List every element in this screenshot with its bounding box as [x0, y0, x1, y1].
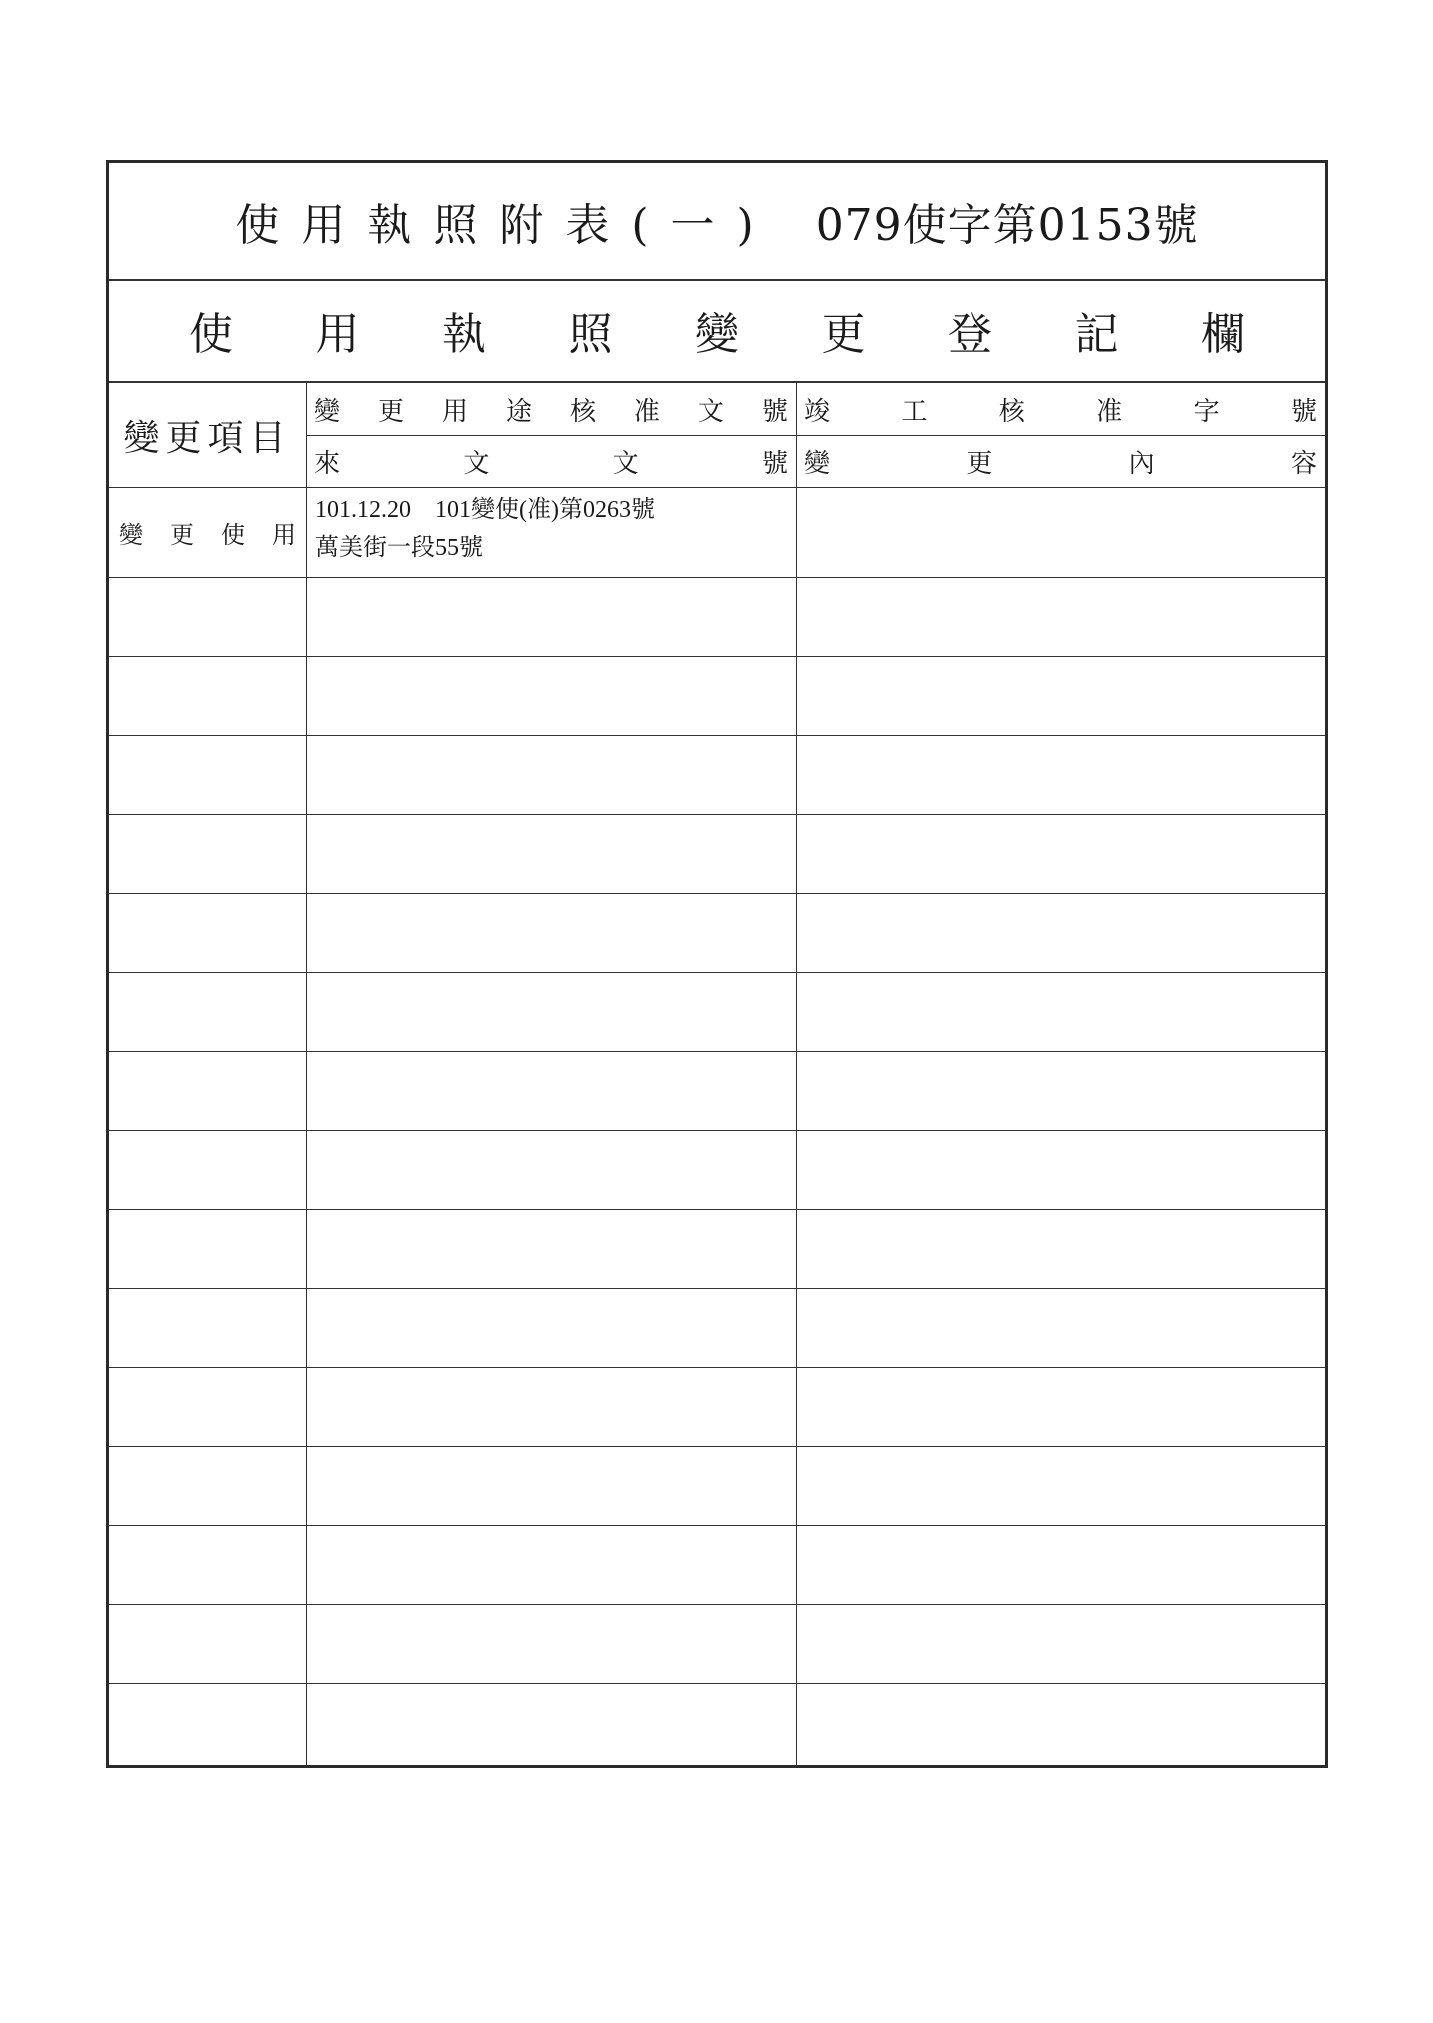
row-divider — [109, 1051, 1325, 1052]
change-content-header — [796, 435, 1325, 487]
row-divider — [109, 656, 1325, 657]
incoming-doc-header-char: 文 — [463, 448, 490, 479]
column-divider — [796, 383, 797, 1765]
row-divider — [109, 1683, 1325, 1684]
title-prefix: 使用執照附表(一) — [235, 200, 776, 251]
change-item-cell — [109, 487, 306, 577]
approval-doc-header-char: 准 — [633, 396, 660, 427]
change-content-header-char: 更 — [966, 448, 993, 479]
row-divider — [109, 1446, 1325, 1447]
section-title-char: 更 — [821, 309, 866, 360]
completion-header-char: 工 — [901, 396, 928, 427]
approval-doc-header-char: 文 — [697, 396, 724, 427]
row-divider — [109, 577, 1325, 578]
section-title-char: 變 — [695, 309, 739, 360]
section-title-char: 用 — [315, 309, 360, 360]
row-divider — [109, 1130, 1325, 1131]
row-divider — [109, 1367, 1325, 1368]
entry-doc-line: 101.12.20 101變使(准)第0263號 — [315, 497, 655, 523]
column-divider — [306, 383, 307, 1765]
row-divider — [109, 972, 1325, 973]
section-title-char: 登 — [948, 309, 992, 360]
incoming-doc-header-char: 來 — [314, 448, 341, 479]
change-item-char: 用 — [272, 520, 296, 549]
incoming-doc-number-header — [306, 435, 796, 487]
change-content-header-char: 容 — [1290, 448, 1317, 479]
approval-doc-header-char: 更 — [377, 396, 404, 427]
approval-doc-header-char: 用 — [441, 396, 468, 427]
completion-approval-number-header — [796, 383, 1325, 435]
section-title-char: 欄 — [1201, 309, 1245, 360]
change-item-char: 使 — [221, 520, 245, 549]
row-divider — [109, 893, 1325, 894]
incoming-doc-header-char: 文 — [612, 448, 639, 479]
completion-header-char: 號 — [1290, 396, 1317, 427]
approval-doc-header-char: 變 — [314, 396, 341, 427]
row-divider — [109, 487, 1325, 488]
row-divider — [109, 814, 1325, 815]
license-form — [106, 160, 1328, 1768]
completion-header-char: 竣 — [804, 396, 831, 427]
completion-header-char: 字 — [1193, 396, 1220, 427]
row-divider — [109, 1604, 1325, 1605]
section-title — [109, 279, 1325, 383]
section-title-char: 照 — [568, 309, 613, 360]
change-content-header-char: 內 — [1128, 448, 1155, 479]
change-register-table — [109, 383, 1325, 1765]
incoming-doc-header-char: 號 — [761, 448, 788, 479]
change-item-char: 更 — [170, 520, 194, 549]
license-number: 079使字第0153號 — [815, 200, 1199, 251]
form-title — [109, 163, 1325, 281]
completion-header-char: 准 — [1096, 396, 1123, 427]
approval-doc-header-char: 途 — [505, 396, 532, 427]
row-divider — [109, 735, 1325, 736]
row-divider — [109, 1288, 1325, 1289]
row-divider — [109, 1209, 1325, 1210]
entry-address-line: 萬美街一段55號 — [315, 535, 483, 561]
header-divider — [306, 435, 1325, 436]
change-content-header-char: 變 — [804, 448, 831, 479]
change-item-char: 變 — [119, 520, 143, 549]
approval-doc-number-header — [306, 383, 796, 435]
approval-doc-header-char: 核 — [569, 396, 596, 427]
row-divider — [109, 1525, 1325, 1526]
completion-header-char: 核 — [998, 396, 1025, 427]
approval-doc-header-char: 號 — [761, 396, 788, 427]
change-item-header: 變更項目 — [123, 417, 292, 459]
section-title-char: 記 — [1074, 309, 1119, 360]
section-title-char: 執 — [442, 309, 486, 360]
section-title-char: 使 — [189, 309, 233, 360]
